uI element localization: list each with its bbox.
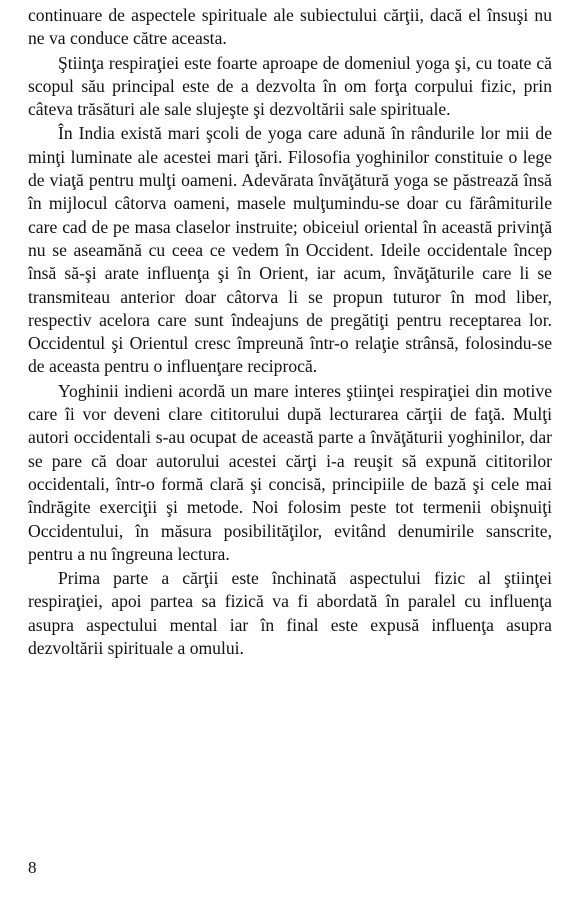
page-number: 8 — [28, 858, 37, 877]
paragraph-continuation: continuare de aspectele spirituale ale subiectului cărţii, dacă el însuşi nu ne va conduce către aceasta. — [28, 5, 552, 49]
paragraph-indian-yogis: Yoghinii indieni acordă un mare interes ştiinţei respiraţiei din motive care îi vor deveni clare cititorului după lecturarea cărţii de faţă. Mulţi autori occidentali s-au ocupat de această parte a învăţăturii yoghinilor, dar se pare că doar autorului acestei cărţi i-a reuşit să expună cititorilor occidentali, într-o formă clară şi concisă, principiile de bază şi cele mai îndrăgite exerciţii şi metode. Noi folosim peste tot termenii obişnuiţi Occidentului, în măsura posibilităţilor, evitând denumirile sanscrite, pentru a nu îngreuna lectura. — [28, 380, 552, 564]
paragraph-breathing-science: Ştiinţa respiraţiei este foarte aproape de domeniul yoga şi, cu toate că scopul său principal este de a dezvolta în om forţa corpului fizic, prin câteva trăsături ale sale slujeşte şi dezvoltării sale spirituale. — [28, 52, 552, 120]
paragraph-book-first-part: Prima parte a cărţii este închinată aspectului fizic al ştiinţei respiraţiei, apoi partea sa fizică va fi abordată în paralel cu influenţa asupra aspectului mental iar în final este expusă influenţa asupra dezvoltării spirituale a omului. — [28, 568, 552, 659]
paragraph-india-yoga-schools: În India există mari şcoli de yoga care adună în rândurile lor mii de minţi luminate ale acestei mari ţări. Filosofia yoghinilor constituie o lege de viaţă pentru mulţi oameni. Adevărata învăţătură yoga se păstrează însă în mijlocul câtorva oameni, masele mulţumindu-se doar cu fărâmiturile care cad de pe masa claselor instruite; obiceiul oriental în această privinţă nu se aseamănă cu ceea ce vedem în Occident. Ideile occidentale încep însă să-şi arate influenţa şi în Orient, iar acum, învăţăturile care li se transmiteau anterior doar câtorva li se propun tuturor în mod liber, respectiv acelora care sunt îndeajuns de pregătiţi pentru receptarea lor. Occidentul şi Orientul cresc împreună într-o relaţie strânsă, folosindu-se de aceasta pentru o influenţare reciprocă. — [28, 123, 552, 377]
page-body — [28, 4, 552, 660]
